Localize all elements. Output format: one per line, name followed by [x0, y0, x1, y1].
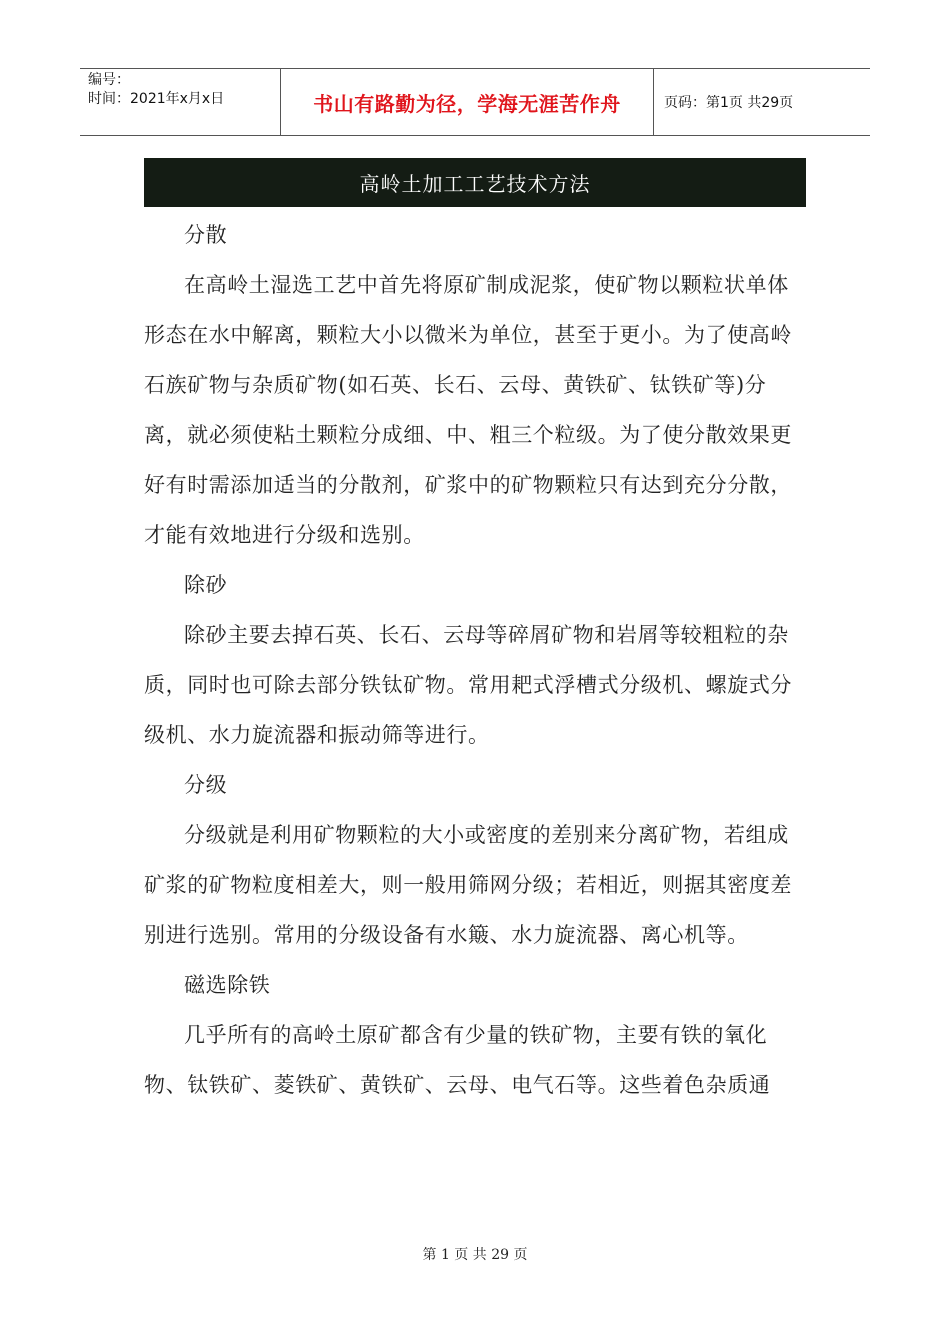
document-title: 高岭土加工工艺技术方法 — [144, 158, 806, 207]
section-heading: 除砂 — [184, 573, 228, 597]
section-heading: 分散 — [184, 223, 228, 247]
section-paragraph: 除砂主要去掉石英、长石、云母等碎屑矿物和岩屑等较粗粒的杂质，同时也可除去部分铁钛矿物。常用耙式浮槽式分级机、螺旋式分级机、水力旋流器和振动筛等进行。 — [144, 623, 792, 747]
section-paragraph: 在高岭土湿选工艺中首先将原矿制成泥浆，使矿物以颗粒状单体形态在水中解离，颗粒大小以微米为单位，甚至于更小。为了使高岭石族矿物与杂质矿物(如石英、长石、云母、黄铁矿、钛铁矿等)分离，就必须使粘土颗粒分成细、中、粗三个粒级。为了使分散效果更好有时需添加适当的分散剂，矿浆中的矿物颗粒只有达到充分分散，才能有效地进行分级和选别。 — [144, 273, 792, 547]
document-body — [144, 210, 806, 1110]
section-paragraph: 分级就是利用矿物颗粒的大小或密度的差别来分离矿物，若组成矿浆的矿物粒度相差大，则一般用筛网分级；若相近，则据其密度差别进行选别。常用的分级设备有水簸、水力旋流器、离心机等。 — [144, 823, 792, 947]
section-paragraph: 几乎所有的高岭土原矿都含有少量的铁矿物，主要有铁的氧化物、钛铁矿、菱铁矿、黄铁矿、云母、电气石等。这些着色杂质通 — [144, 1023, 771, 1097]
page-header — [80, 68, 870, 136]
section-heading: 磁选除铁 — [184, 973, 271, 997]
number-label: 编号： — [88, 72, 130, 88]
page-footer: 第 1 页 共 29 页 — [422, 1247, 528, 1263]
time-label: 时间：2021年x月x日 — [88, 91, 225, 107]
header-page-info: 页码：第1页 共29页 — [664, 95, 794, 111]
header-motto: 书山有路勤为径，学海无涯苦作舟 — [281, 69, 654, 135]
section-heading: 分级 — [184, 773, 228, 797]
header-meta — [80, 69, 281, 135]
